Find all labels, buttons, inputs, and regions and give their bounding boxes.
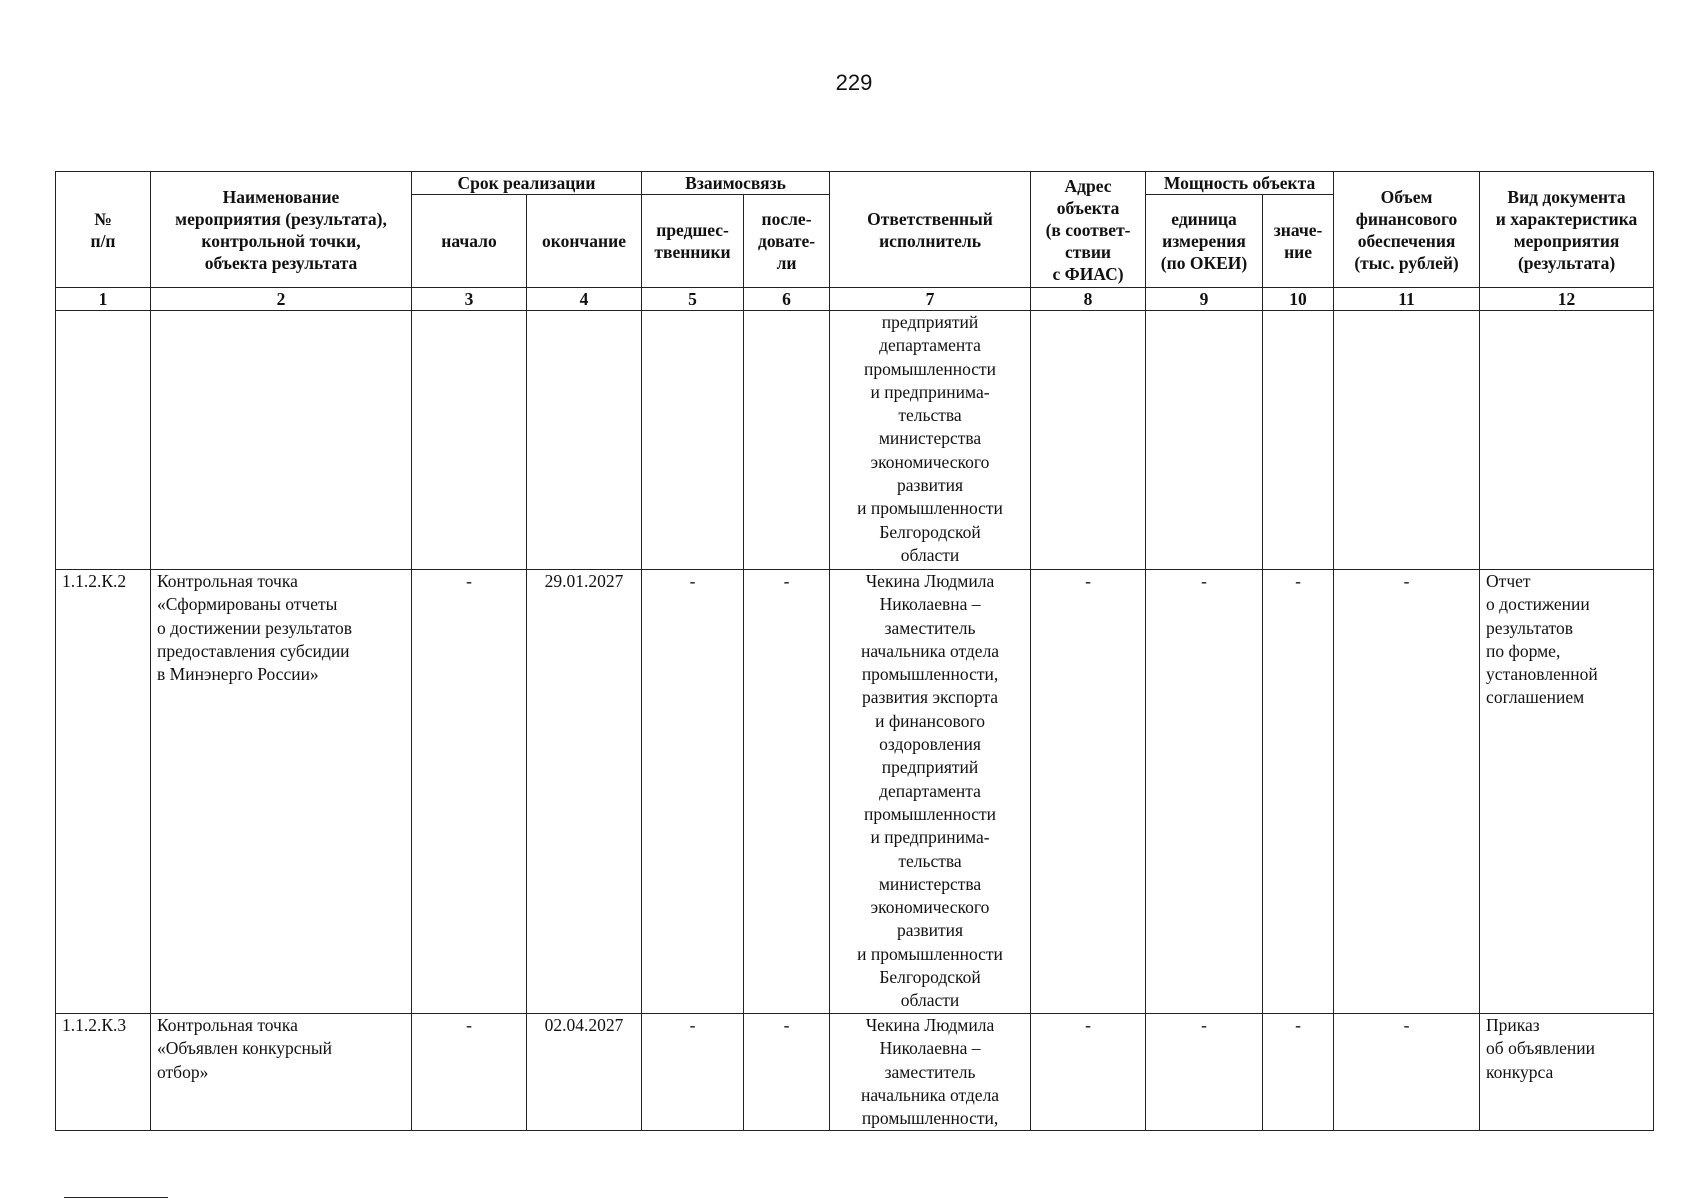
- column-number: 10: [1263, 288, 1334, 311]
- row-doc-type: Приказ об объявлении конкурса: [1480, 1014, 1654, 1131]
- row-end: 29.01.2027: [527, 570, 642, 1014]
- column-number: 7: [830, 288, 1031, 311]
- header-doc-type: Вид документа и характеристика мероприятия (результата): [1480, 172, 1654, 288]
- plan-table: [55, 171, 1654, 1131]
- row-finance: -: [1334, 1014, 1480, 1131]
- header-responsible: Ответственный исполнитель: [830, 172, 1031, 288]
- column-number: 9: [1146, 288, 1263, 311]
- header-group-link: Взаимосвязь: [642, 172, 830, 195]
- row-end: [527, 311, 642, 570]
- row-end: 02.04.2027: [527, 1014, 642, 1131]
- column-number: 3: [412, 288, 527, 311]
- row-num: [56, 311, 151, 570]
- row-start: -: [412, 570, 527, 1014]
- table-row: [56, 311, 1654, 570]
- row-doc-type: [1480, 311, 1654, 570]
- row-responsible: предприятий департамента промышленности и предпринима- тельства министерства экономического развития и промышленности Белгородской области: [830, 311, 1031, 570]
- column-number: 8: [1031, 288, 1146, 311]
- row-successors: -: [744, 1014, 830, 1131]
- row-predecessors: -: [642, 570, 744, 1014]
- row-unit: [1146, 311, 1263, 570]
- row-start: [412, 311, 527, 570]
- table-row: [56, 1014, 1654, 1131]
- row-unit: -: [1146, 1014, 1263, 1131]
- row-value: -: [1263, 570, 1334, 1014]
- header-group-capacity: Мощность объекта: [1146, 172, 1334, 195]
- row-finance: -: [1334, 570, 1480, 1014]
- table-row: [56, 570, 1654, 1014]
- header-finance: Объем финансового обеспечения (тыс. рублей): [1334, 172, 1480, 288]
- row-address: -: [1031, 1014, 1146, 1131]
- row-num: 1.1.2.К.2: [56, 570, 151, 1014]
- row-successors: [744, 311, 830, 570]
- header-group-term: Срок реализации: [412, 172, 642, 195]
- header-end: окончание: [527, 195, 642, 288]
- footnote-separator: [64, 1197, 168, 1198]
- page-number: 229: [835, 70, 873, 95]
- header-value: значе- ние: [1263, 195, 1334, 288]
- row-successors: -: [744, 570, 830, 1014]
- row-value: [1263, 311, 1334, 570]
- table-header: [56, 172, 1654, 311]
- row-address: [1031, 311, 1146, 570]
- row-num: 1.1.2.К.3: [56, 1014, 151, 1131]
- column-number: 5: [642, 288, 744, 311]
- column-number: 1: [56, 288, 151, 311]
- header-num: № п/п: [56, 172, 151, 288]
- row-doc-type: Отчет о достижении результатов по форме, установленной соглашением: [1480, 570, 1654, 1014]
- header-predecessors: предшес- твенники: [642, 195, 744, 288]
- row-name: Контрольная точка «Объявлен конкурсный отбор»: [151, 1014, 412, 1131]
- row-predecessors: [642, 311, 744, 570]
- header-address: Адрес объекта (в соответ- ствии с ФИАС): [1031, 172, 1146, 288]
- header-unit: единица измерения (по ОКЕИ): [1146, 195, 1263, 288]
- header-successors: после- довате- ли: [744, 195, 830, 288]
- column-number: 2: [151, 288, 412, 311]
- row-finance: [1334, 311, 1480, 570]
- row-name: Контрольная точка «Сформированы отчеты о достижении результатов предоставления субсидии в Минэнерго России»: [151, 570, 412, 1014]
- column-number: 4: [527, 288, 642, 311]
- column-number: 11: [1334, 288, 1480, 311]
- row-predecessors: -: [642, 1014, 744, 1131]
- row-unit: -: [1146, 570, 1263, 1014]
- column-number: 6: [744, 288, 830, 311]
- row-start: -: [412, 1014, 527, 1131]
- row-name: [151, 311, 412, 570]
- header-start: начало: [412, 195, 527, 288]
- row-value: -: [1263, 1014, 1334, 1131]
- row-responsible: Чекина Людмила Николаевна – заместитель начальника отдела промышленности,: [830, 1014, 1031, 1131]
- row-responsible: Чекина Людмила Николаевна – заместитель начальника отдела промышленности, развития экспорта и финансового оздоровления предприятий департамента промышленности и предпринима- тельства министерства экономического развития и промышленности Белгородской области: [830, 570, 1031, 1014]
- column-numbers-row: [56, 288, 1654, 311]
- column-number: 12: [1480, 288, 1654, 311]
- header-name: Наименование мероприятия (результата), контрольной точки, объекта результата: [151, 172, 412, 288]
- row-address: -: [1031, 570, 1146, 1014]
